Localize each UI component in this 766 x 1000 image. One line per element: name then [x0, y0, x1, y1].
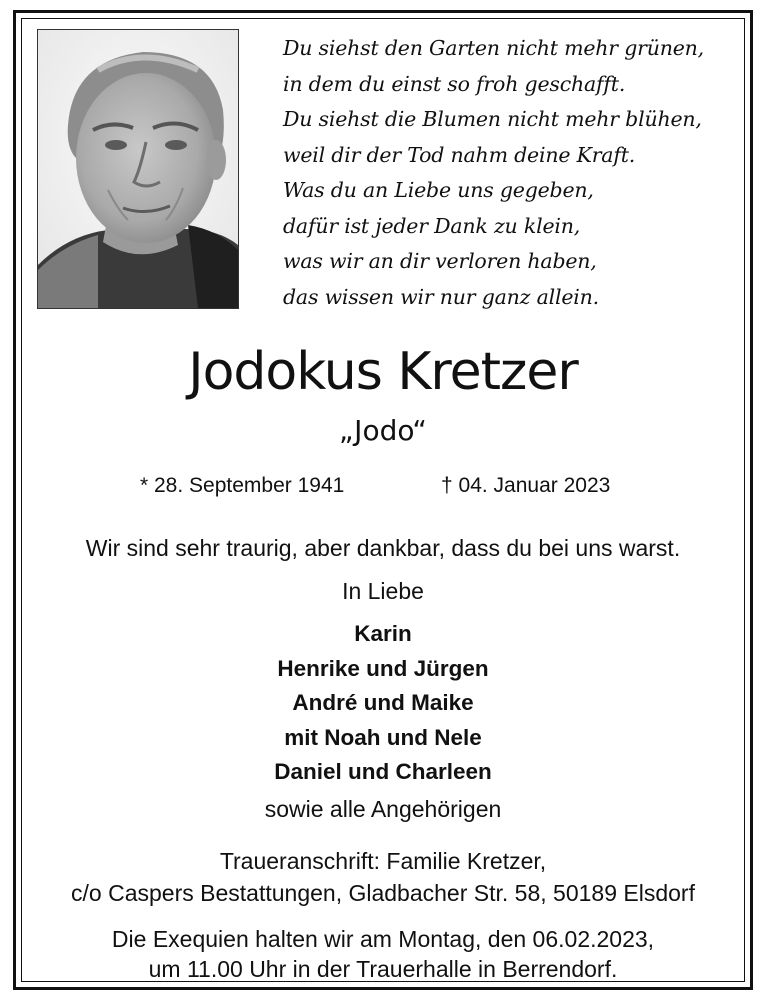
- poem-line: in dem du einst so froh geschafft.: [283, 71, 626, 96]
- exequies-line-1: Die Exequien halten wir am Montag, den 06.02.2023,: [111, 926, 655, 952]
- mourner-name: Henrike und Jürgen: [277, 655, 489, 681]
- mourning-address-line-1: Traueranschrift: Familie Kretzer,: [219, 848, 547, 874]
- mourner-name: Karin: [354, 621, 412, 646]
- poem-line: dafür ist jeder Dank zu klein,: [283, 213, 581, 238]
- in-love-line: In Liebe: [342, 578, 424, 604]
- thanks-message: Wir sind sehr traurig, aber dankbar, dass du bei uns warst.: [85, 535, 681, 561]
- mourners-list: [0, 617, 766, 790]
- poem-line: Was du an Liebe uns gegeben,: [283, 178, 594, 202]
- mourner-name: mit Noah und Nele: [284, 724, 482, 750]
- exequies-line-2: um 11.00 Uhr in der Trauerhalle in Berrendorf.: [148, 956, 618, 982]
- poem-line: Du siehst den Garten nicht mehr grünen,: [283, 36, 704, 60]
- poem-line: weil dir der Tod nahm deine Kraft.: [283, 142, 636, 167]
- deceased-nickname: „Jodo“: [339, 414, 427, 447]
- deceased-name: Jodokus Kretzer: [188, 342, 578, 402]
- poem-line: das wissen wir nur ganz allein.: [283, 284, 599, 309]
- death-date: † 04. Januar 2023: [441, 474, 611, 497]
- portrait-photo: [37, 29, 239, 309]
- mourning-address-line-2: c/o Caspers Bestattungen, Gladbacher Str. 58, 50189 Elsdorf: [71, 880, 695, 906]
- mourner-name: Daniel und Charleen: [274, 759, 492, 784]
- relatives-line: sowie alle Angehörigen: [264, 796, 502, 822]
- poem: [283, 31, 743, 315]
- poem-line: Du siehst die Blumen nicht mehr blühen,: [283, 107, 702, 131]
- mourner-name: André und Maike: [292, 690, 474, 715]
- poem-line: was wir an dir verloren haben,: [283, 249, 597, 273]
- birth-date: * 28. September 1941: [140, 474, 345, 497]
